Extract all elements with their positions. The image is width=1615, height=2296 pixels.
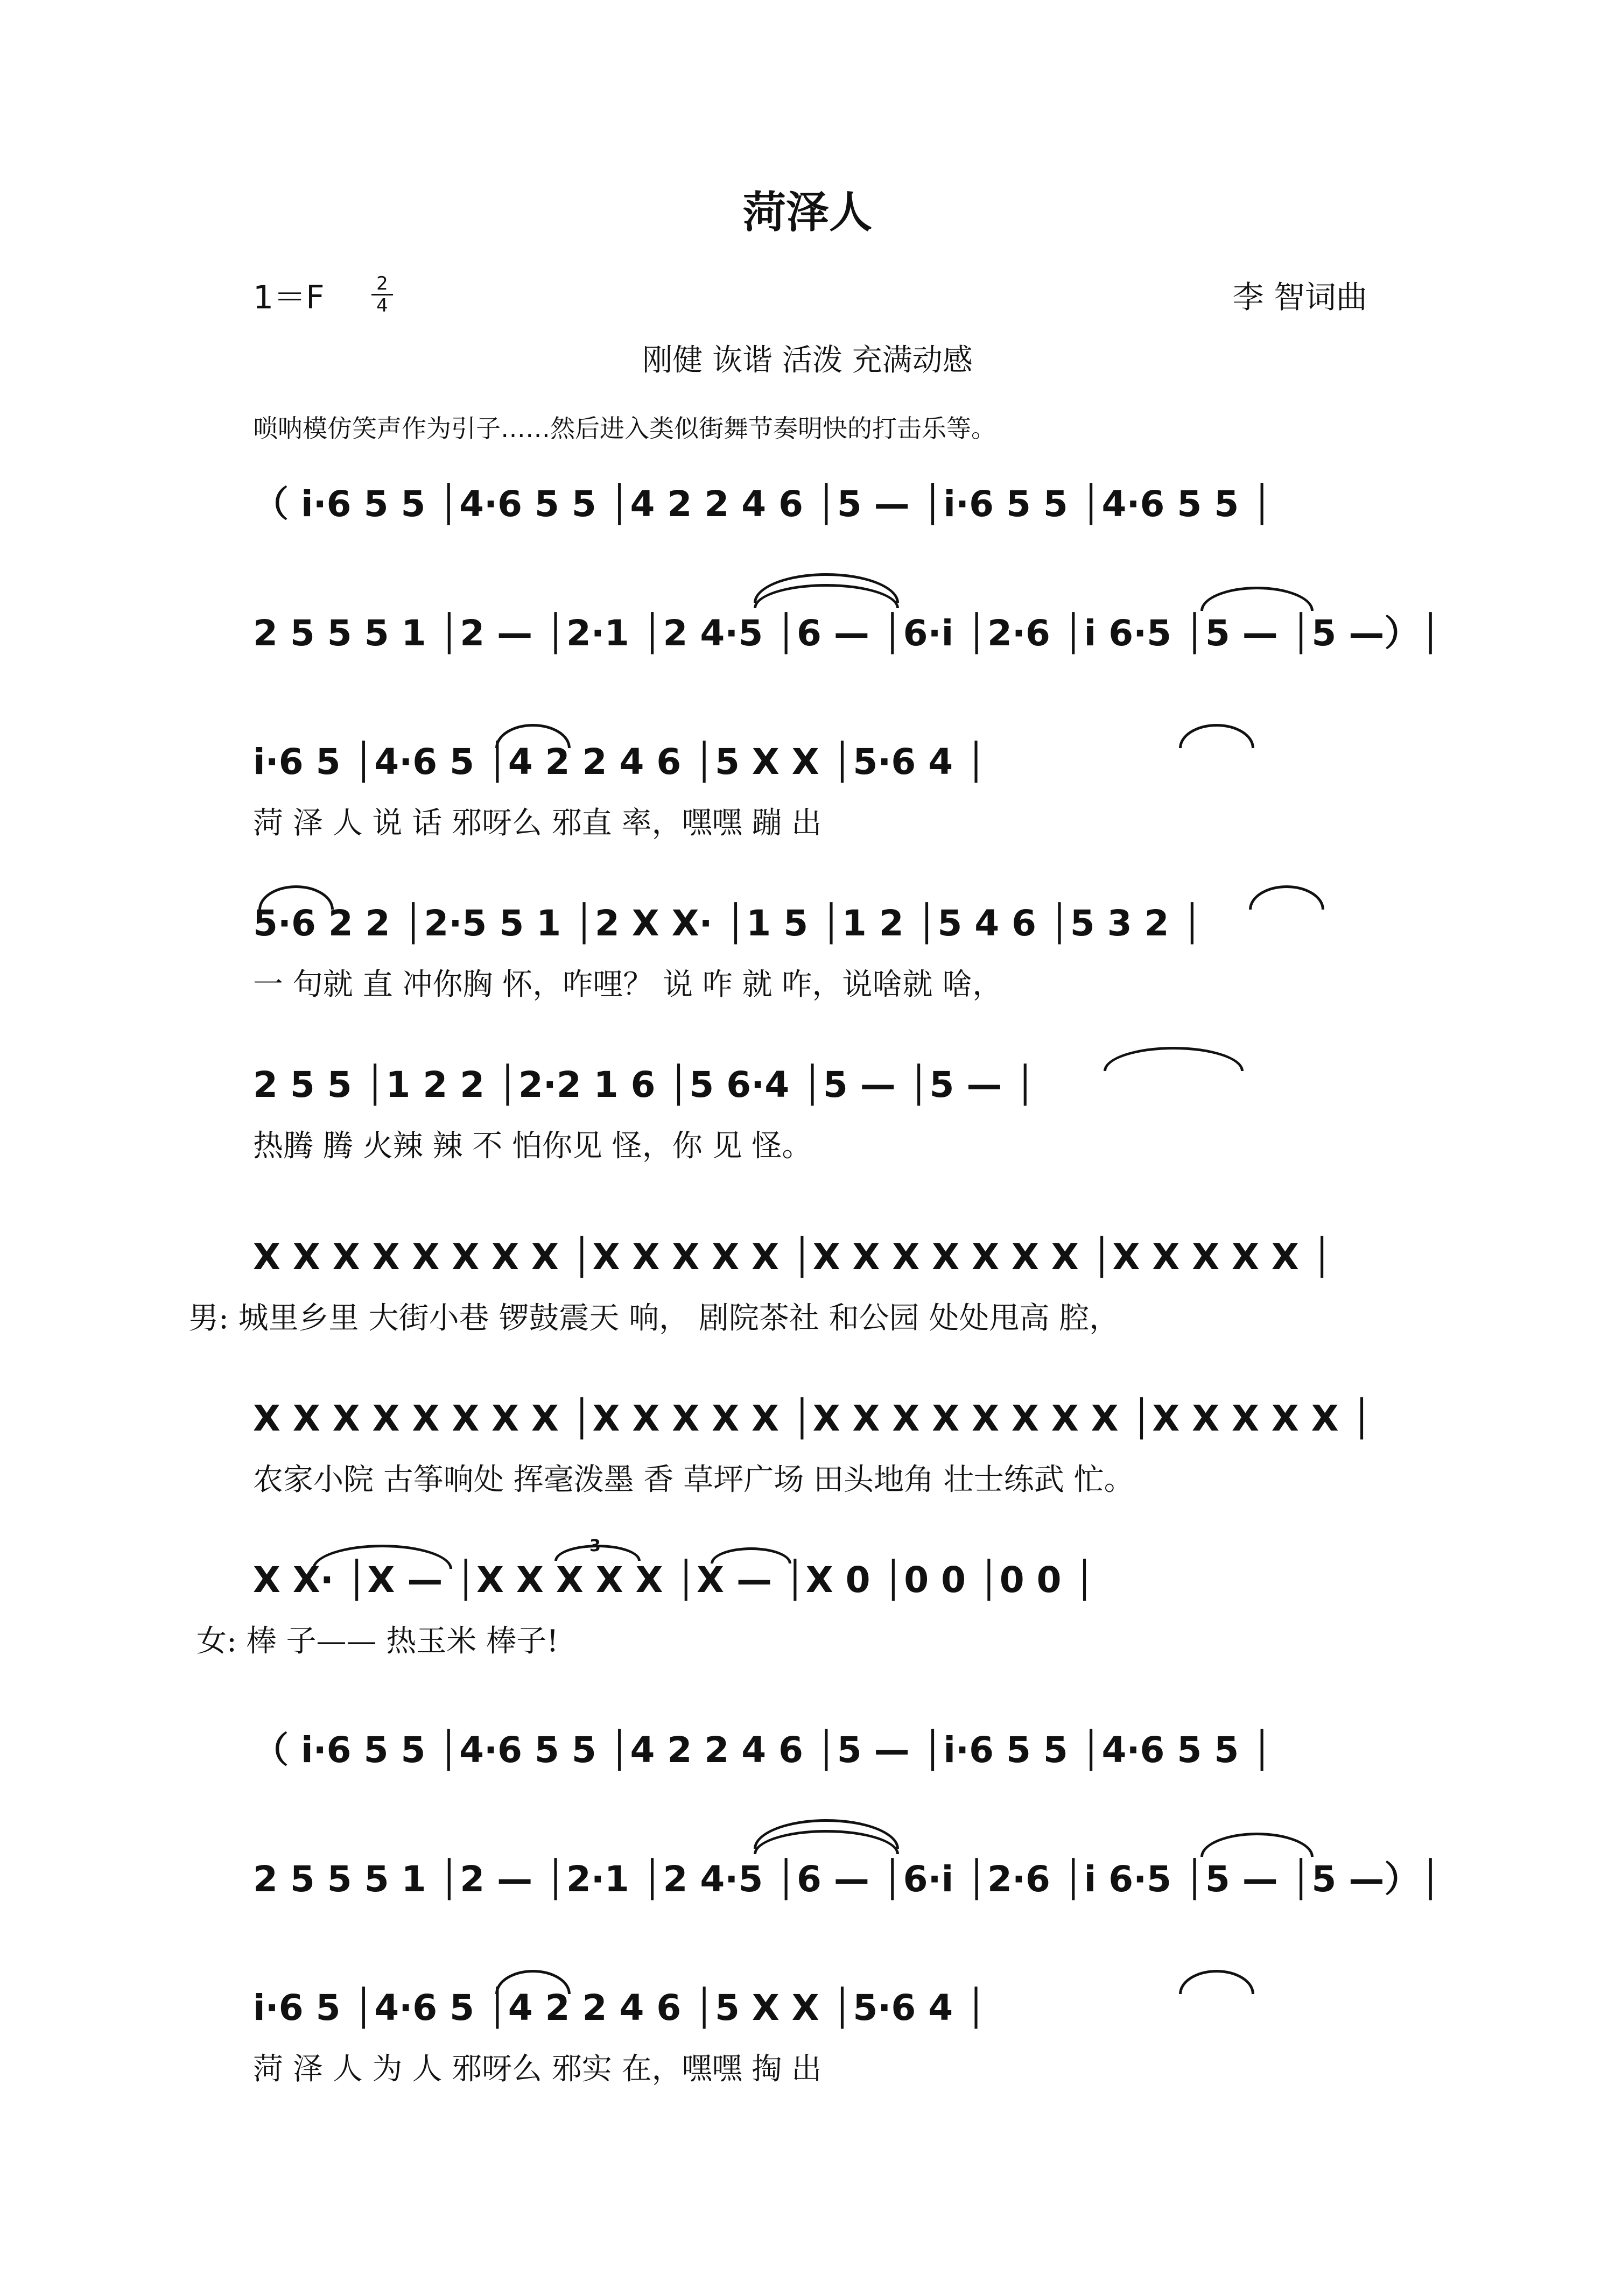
lyric-line-3: 热腾 腾 火辣 辣 不 怕你见 怪，你 见 怪。 (253, 1129, 812, 1164)
time-signature-bottom: 4 (376, 295, 388, 316)
tie (312, 1545, 452, 1569)
tie (1200, 1833, 1314, 1857)
notation-line-10: 2 5 5 5 1 │2 — │2·1 │2 4·5 │6 — │6·i │2·6 │i 6·5 │5 — │5 —）│ (253, 1858, 1442, 1900)
notation-line-7: X X X X X X X X │X X X X X │X X X X X X X X │X X X X X │ (253, 1397, 1373, 1439)
author-credit: 李 智词曲 (1232, 279, 1367, 315)
notation-line-11: i·6 5 │4·6 5 │4 2 2 4 6 │5 X X │5·6 4 │ (253, 1987, 987, 2029)
notation-line-4: 5·6 2 2 │2·5 5 1 │2 X X· │1 5 │1 2 │5 4 6 │5 3 2 │ (253, 902, 1203, 944)
tie (754, 573, 899, 603)
slur (1179, 1970, 1254, 1994)
lyric-line-1: 菏 泽 人 说 话 邪呀么 邪直 率，嘿嘿 蹦 出 (253, 806, 822, 841)
notation-line-3: i·6 5 │4·6 5 │4 2 2 4 6 │5 X X │5·6 4 │ (253, 741, 987, 783)
performance-note: 唢呐模仿笑声作为引子……然后进入类似街舞节奏明快的打击乐等。 (253, 414, 996, 443)
lyric-line-4: 男: 城里乡里 大街小巷 锣鼓震天 响， 剧院茶社 和公园 处处甩高 腔， (188, 1301, 1120, 1336)
song-title: 菏泽人 (743, 187, 872, 237)
triplet-mark: 3 (589, 1537, 601, 1555)
notation-line-1: （ i·6 5 5 │4·6 5 5 │4 2 2 4 6 │5 — │i·6 5 5 │4·6 5 5 │ (253, 483, 1273, 525)
notation-line-8: X X· │X — │X X X X X │X — │X 0 │0 0 │0 0 │ (253, 1559, 1096, 1601)
lyric-line-6: 女: 棒 子—— 热玉米 棒子! (196, 1624, 559, 1659)
lyric-line-7: 菏 泽 人 为 人 邪呀么 邪实 在，嘿嘿 掏 出 (253, 2052, 822, 2087)
slur (1249, 885, 1324, 910)
lyric-line-2: 一 句就 直 冲你胸 怀，咋哩？ 说 咋 就 咋，说啥就 啥， (253, 967, 1003, 1002)
notation-line-9: （ i·6 5 5 │4·6 5 5 │4 2 2 4 6 │5 — │i·6 5 5 │4·6 5 5 │ (253, 1729, 1273, 1771)
slur (495, 1970, 571, 1994)
notation-line-2: 2 5 5 5 1 │2 — │2·1 │2 4·5 │6 — │6·i │2·6 │i 6·5 │5 — │5 —）│ (253, 612, 1442, 654)
time-signature (371, 274, 393, 315)
key-signature: 1＝F (253, 279, 325, 316)
tie (1200, 587, 1314, 611)
time-signature-top: 2 (376, 273, 388, 294)
notation-line-6: X X X X X X X X │X X X X X │X X X X X X X │X X X X X │ (253, 1236, 1333, 1278)
slur (1179, 724, 1254, 748)
slur (258, 885, 334, 910)
tempo-marking: 刚健 诙谐 活泼 充满动感 (642, 343, 973, 378)
lyric-line-5: 农家小院 古筝响处 挥毫泼墨 香 草坪广场 田头地角 壮士练武 忙。 (253, 1462, 1134, 1497)
notation-line-5: 2 5 5 │1 2 2 │2·2 1 6 │5 6·4 │5 — │5 — │ (253, 1064, 1036, 1105)
tie (1104, 1047, 1244, 1071)
tie (754, 1819, 899, 1849)
slur (495, 724, 571, 748)
